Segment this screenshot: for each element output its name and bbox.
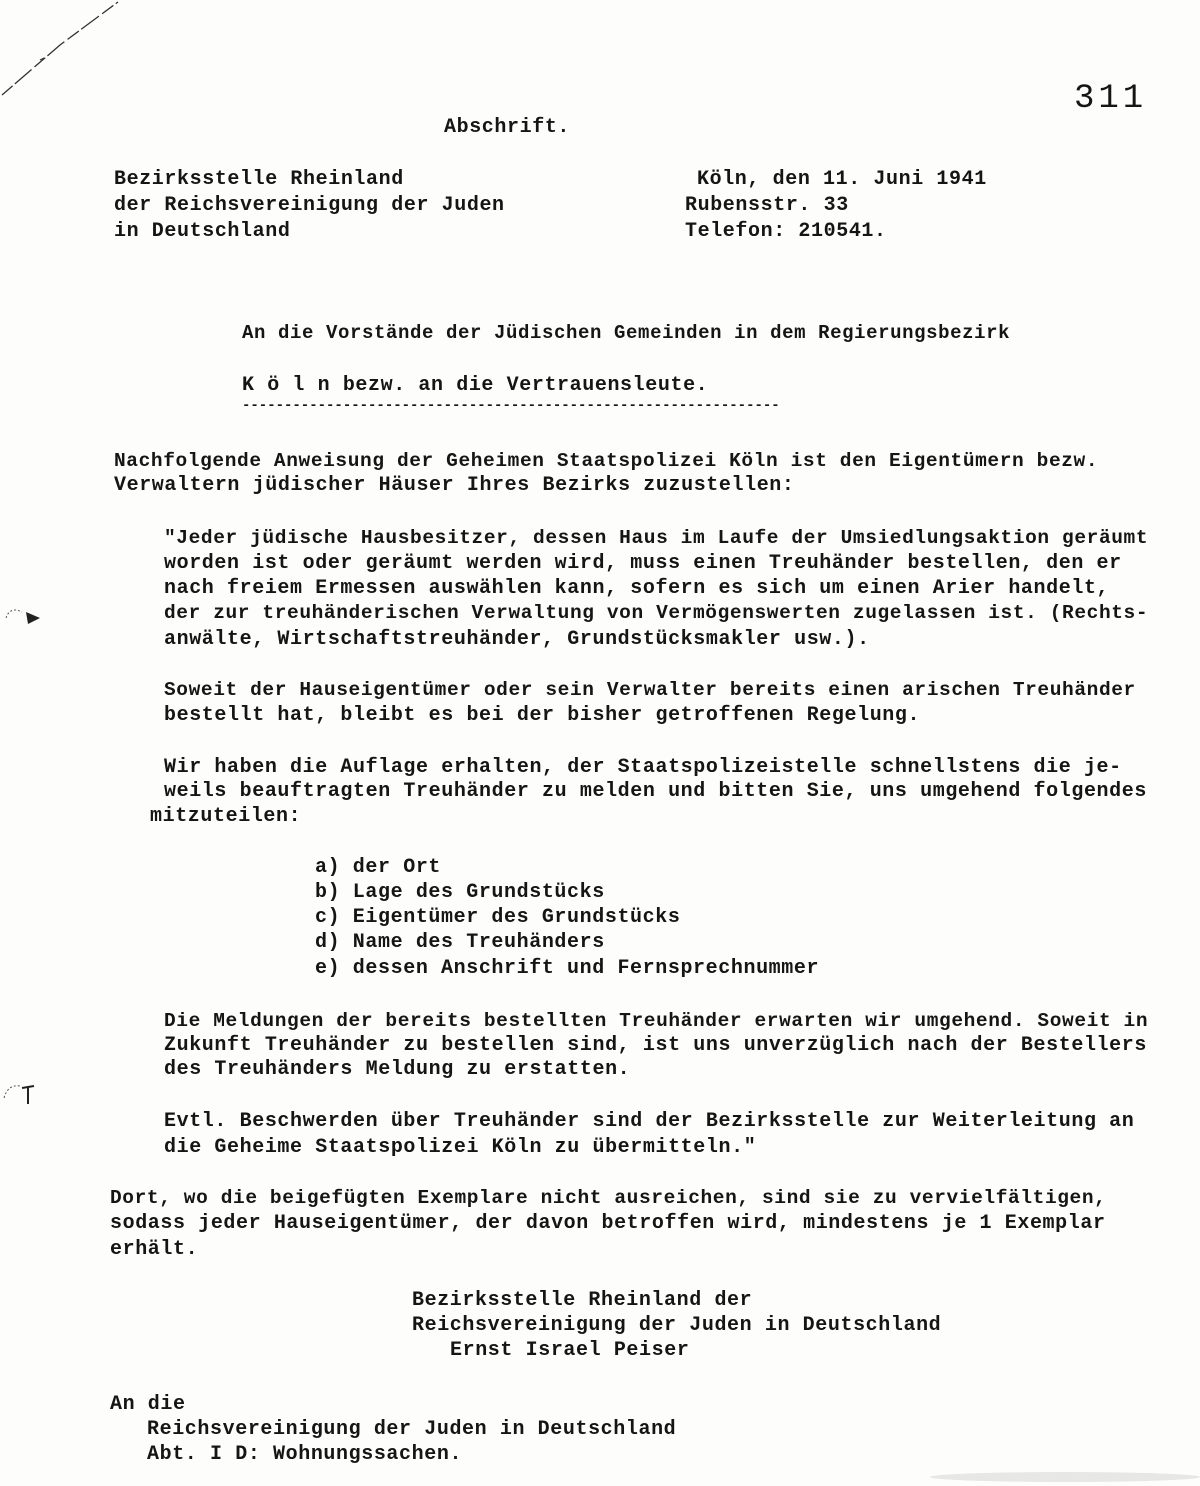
text-line: anwälte, Wirtschaftstreuhänder, Grundstücksmakler usw.). <box>164 628 870 651</box>
text-line: sodass jeder Hauseigentümer, der davon betroffen wird, mindestens je 1 Exemplar <box>110 1212 1106 1235</box>
text-line: "Jeder jüdische Hausbesitzer, dessen Haus im Laufe der Umsiedlungsaktion geräumt <box>164 527 1149 549</box>
punch-hole-mark-top <box>0 598 46 640</box>
sender-line: Bezirksstelle Rheinland <box>114 168 404 191</box>
text-line: erhält. <box>110 1238 199 1261</box>
recipient-line: An die <box>110 1393 186 1416</box>
recipient-line: Abt. I D: Wohnungssachen. <box>147 1443 463 1466</box>
signature-line: Bezirksstelle Rheinland der <box>412 1289 753 1312</box>
text-line: bestellt hat, bleibt es bei der bisher getroffenen Regelung. <box>164 704 921 727</box>
place-date-line: Köln, den 11. Juni 1941 <box>697 168 987 191</box>
text-line: Soweit der Hauseigentümer oder sein Verwalter bereits einen arischen Treuhänder <box>164 679 1136 701</box>
text-line: mitzuteilen: <box>150 805 302 828</box>
page-number: 311 <box>1074 80 1148 118</box>
text-line: des Treuhänders Meldung zu erstatten. <box>164 1058 631 1081</box>
signatory-name: Ernst Israel Peiser <box>450 1339 690 1362</box>
text-line: nach freiem Ermessen auswählen kann, sofern es sich um einen Arier handelt, <box>164 577 1110 600</box>
text-line: Verwaltern jüdischer Häuser Ihres Bezirks zuzustellen: <box>114 474 795 497</box>
text-line: worden ist oder geräumt werden wird, muss einen Treuhänder bestellen, den er <box>164 552 1122 575</box>
telephone-line: Telefon: 210541. <box>685 220 887 243</box>
text-line: Die Meldungen der bereits bestellten Treuhänder erwarten wir umgehend. Soweit in <box>164 1010 1149 1032</box>
punch-hole-mark-bottom <box>0 1074 46 1116</box>
text-line: Zukunft Treuhänder zu bestellen sind, ist uns unverzüglich nach der Bestellers <box>164 1034 1147 1057</box>
sender-line: in Deutschland <box>114 220 291 243</box>
text-line: Wir haben die Auflage erhalten, der Staatspolizeistelle schnellstens die je- <box>164 756 1122 779</box>
text-line: Dort, wo die beigefügten Exemplare nicht ausreichen, sind sie zu vervielfältigen, <box>110 1187 1107 1209</box>
list-item: d) Name des Treuhänders <box>315 931 605 954</box>
text-line: Nachfolgende Anweisung der Geheimen Staatspolizei Köln ist den Eigentümern bezw. <box>114 450 1099 472</box>
address-line: Rubensstr. 33 <box>685 194 849 217</box>
sender-line: der Reichsvereinigung der Juden <box>114 194 505 217</box>
list-item: a) der Ort <box>315 856 442 879</box>
addressee-line: An die Vorstände der Jüdischen Gemeinden in dem Regierungsbezirk <box>242 322 1011 344</box>
text-line: die Geheime Staatspolizei Köln zu übermitteln." <box>164 1136 757 1159</box>
list-item: b) Lage des Grundstücks <box>315 881 605 904</box>
scan-smudge <box>930 1472 1200 1482</box>
recipient-line: Reichsvereinigung der Juden in Deutschland <box>147 1418 677 1441</box>
signature-line: Reichsvereinigung der Juden in Deutschland <box>412 1314 942 1337</box>
text-line: weils beauftragten Treuhänder zu melden und bitten Sie, uns umgehend folgendes <box>164 780 1147 803</box>
document-title: Abschrift. <box>444 116 571 139</box>
list-item: e) dessen Anschrift und Fernsprechnummer <box>315 957 820 980</box>
text-line: Evtl. Beschwerden über Treuhänder sind der Bezirksstelle zur Weiterleitung an <box>164 1110 1135 1133</box>
list-item: c) Eigentümer des Grundstücks <box>315 906 681 929</box>
text-line: der zur treuhänderischen Verwaltung von Vermögenswerten zugelassen ist. (Rechts- <box>164 602 1149 624</box>
corner-pen-stroke <box>0 0 130 110</box>
addressee-line: K ö l n bezw. an die Vertrauensleute. <box>242 374 709 397</box>
addressee-rule: ---------------------------------------------------------------- <box>242 398 780 414</box>
